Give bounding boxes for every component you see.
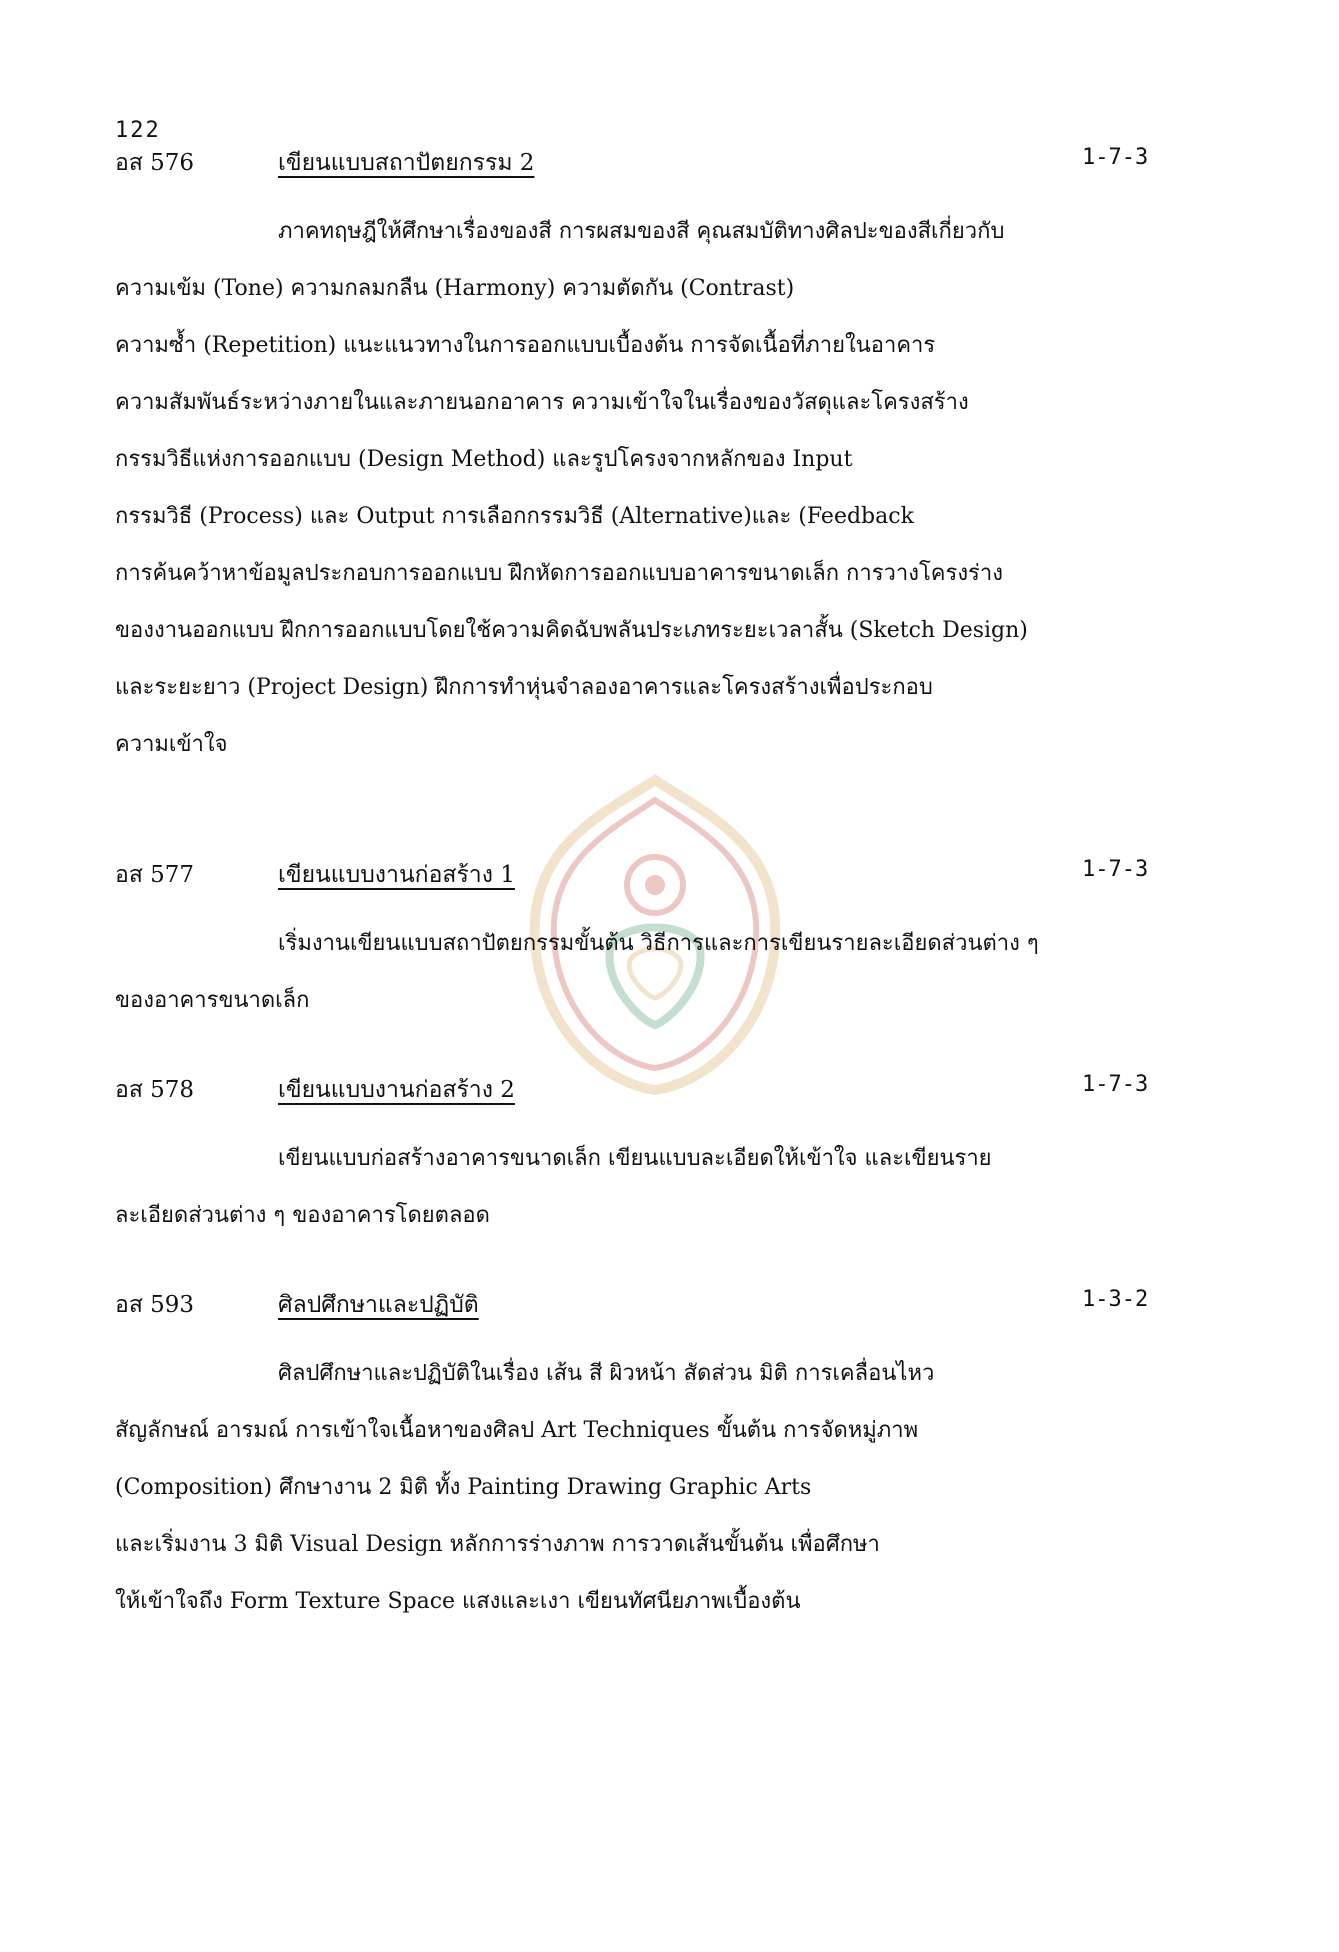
course-description [0, 1345, 1339, 1630]
description-line: ละเอียดส่วนต่าง ๆ ของอาคารโดยตลอด [115, 1203, 490, 1228]
description-line: กรรมวิธีแห่งการออกแบบ (Design Method) และรูปโครงจากหลักของ Input [115, 447, 853, 472]
description-line: ของงานออกแบบ ฝึกการออกแบบโดยใช้ความคิดฉับพลันประเภทระยะเวลาสั้น (Sketch Design) [115, 618, 1028, 643]
course-credits: 1-7-3 [1082, 145, 1149, 170]
course-block [0, 857, 1339, 1029]
description-line: ศิลปศึกษาและปฏิบัติในเรื่อง เส้น สี ผิวหน้า สัดส่วน มิติ การเคลื่อนไหว [278, 1361, 935, 1386]
description-line: เริ่มงานเขียนแบบสถาปัตยกรรมขั้นต้น วิธีการและการเขียนรายละเอียดส่วนต่าง ๆ [278, 931, 1039, 956]
description-line: และระยะยาว (Project Design) ฝึกการทำหุ่นจำลองอาคารและโครงสร้างเพื่อประกอบ [115, 675, 933, 700]
course-credits: 1-7-3 [1082, 1072, 1149, 1097]
course-description [0, 915, 1339, 1029]
description-line: ของอาคารขนาดเล็ก [115, 988, 310, 1013]
course-header [0, 857, 1339, 897]
course-code: อส 576 [115, 150, 195, 176]
description-line: ภาคทฤษฎีให้ศึกษาเรื่องของสี การผสมของสี คุณสมบัติทางศิลปะของสีเกี่ยวกับ [278, 219, 1005, 244]
description-line: ความเข้ม (Tone) ความกลมกลืน (Harmony) ความตัดกัน (Contrast) [115, 276, 795, 301]
description-line: (Composition) ศึกษางาน 2 มิติ ทั้ง Painting Drawing Graphic Arts [115, 1475, 812, 1500]
description-line: และเริ่มงาน 3 มิติ Visual Design หลักการร่างภาพ การวาดเส้นขั้นต้น เพื่อศึกษา [115, 1532, 880, 1557]
course-credits: 1-3-2 [1082, 1287, 1149, 1312]
course-block [0, 1287, 1339, 1630]
course-header [0, 1287, 1339, 1327]
course-credits: 1-7-3 [1082, 857, 1149, 882]
course-title: ศิลปศึกษาและปฏิบัติ [278, 1292, 479, 1318]
description-line: เขียนแบบก่อสร้างอาคารขนาดเล็ก เขียนแบบละเอียดให้เข้าใจ และเขียนราย [278, 1146, 992, 1171]
course-title: เขียนแบบงานก่อสร้าง 2 [278, 1077, 515, 1103]
course-title: เขียนแบบสถาปัตยกรรม 2 [278, 150, 535, 176]
course-code: อส 577 [115, 862, 195, 888]
course-header [0, 145, 1339, 185]
course-block [0, 1072, 1339, 1244]
description-line: ให้เข้าใจถึง Form Texture Space แสงและเงา เขียนทัศนียภาพเบื้องต้น [115, 1589, 801, 1614]
description-line: การค้นคว้าหาข้อมูลประกอบการออกแบบ ฝึกหัดการออกแบบอาคารขนาดเล็ก การวางโครงร่าง [115, 561, 1003, 586]
course-code: อส 578 [115, 1077, 195, 1103]
course-title: เขียนแบบงานก่อสร้าง 1 [278, 862, 515, 888]
description-line: ความเข้าใจ [115, 732, 228, 757]
course-description [0, 1130, 1339, 1244]
course-code: อส 593 [115, 1292, 195, 1318]
description-line: ความซ้ำ (Repetition) แนะแนวทางในการออกแบบเบื้องต้น การจัดเนื้อที่ภายในอาคาร [115, 333, 936, 358]
page-number: 122 [115, 118, 161, 143]
description-line: กรรมวิธี (Process) และ Output การเลือกกรรมวิธี (Alternative)และ (Feedback [115, 504, 914, 529]
course-block [0, 145, 1339, 773]
course-description [0, 203, 1339, 773]
description-line: ความสัมพันธ์ระหว่างภายในและภายนอกอาคาร ความเข้าใจในเรื่องของวัสดุและโครงสร้าง [115, 390, 969, 415]
description-line: สัญลักษณ์ อารมณ์ การเข้าใจเนื้อหาของศิลป Art Techniques ขั้นต้น การจัดหมู่ภาพ [115, 1418, 919, 1443]
course-header [0, 1072, 1339, 1112]
